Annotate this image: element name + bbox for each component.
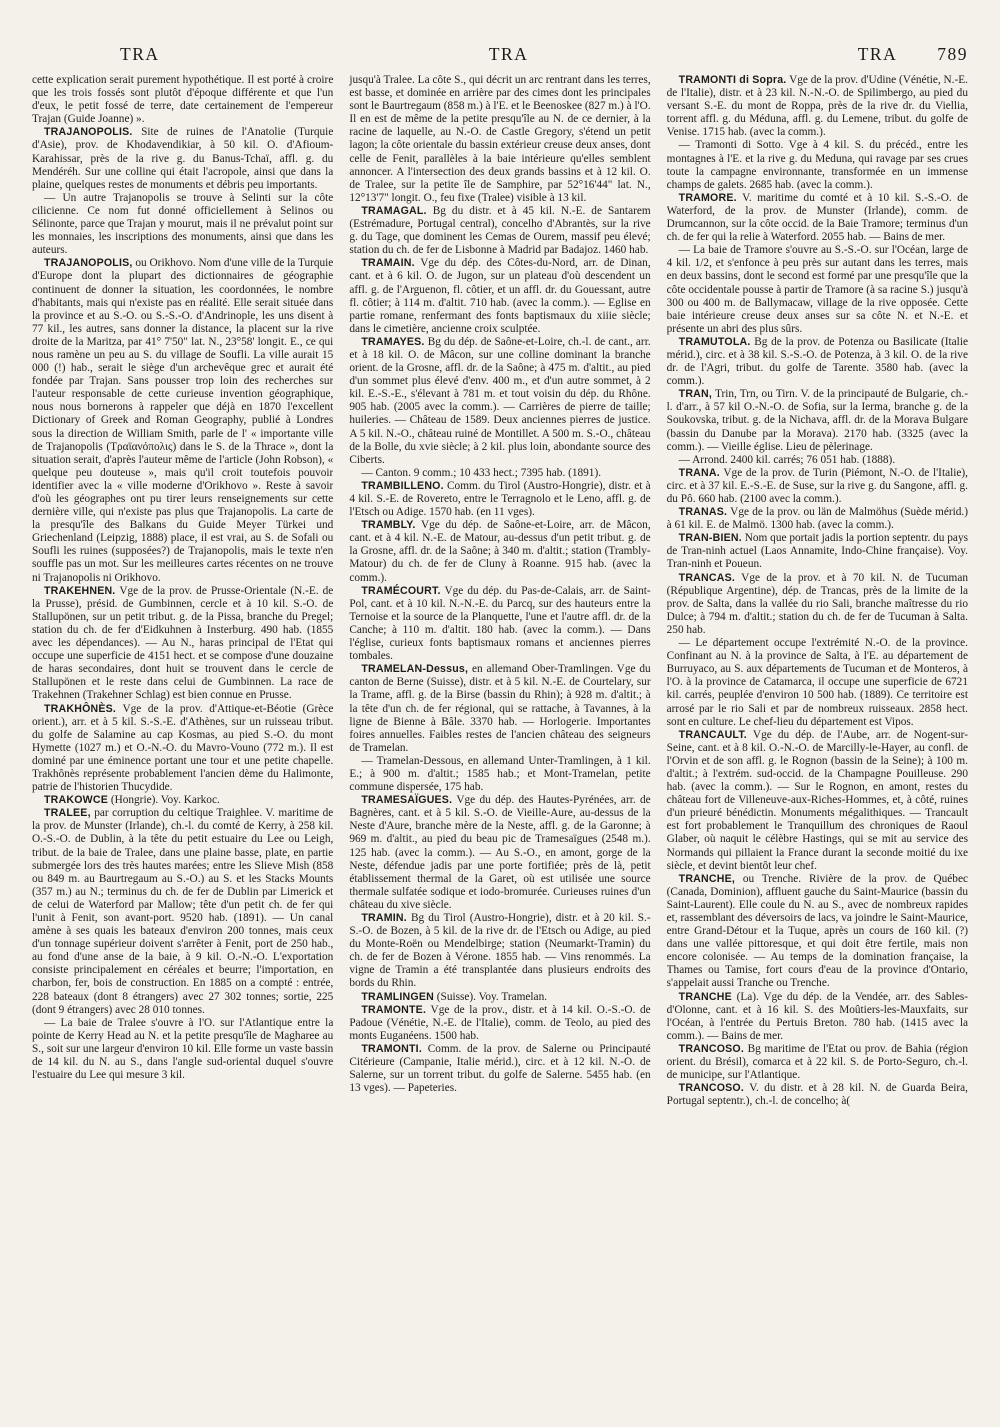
entry-text: cette explication serait purement hypothétique. Il est porté à croire que les trois fossés sont plutôt d'époque différente et que l'un d'eux, le petit fossé de terre, date certainement de l'empereur Trajan (Guide Joanne) ». — [32, 74, 334, 126]
entry-headword: TRANCAS. — [678, 571, 735, 584]
dictionary-entry — [349, 1043, 650, 1095]
dictionary-entry — [349, 336, 650, 467]
dictionary-entry — [667, 1082, 968, 1108]
dictionary-entry — [667, 388, 968, 453]
dictionary-entry — [32, 74, 333, 126]
entry-text: V. maritime du comté et à 10 kil. S.-S.-O. de Waterford, de la prov. de Munster (Irlande), comm. de Drumcannon, sur la côte occid. de la Baie Tramore; terminus d'un ch. de fer qui la relie à Waterford. 2055 hab. — Bains de mer. — [666, 191, 968, 244]
entry-text: Vge du dép. des Côtes-du-Nord, arr. de Dinan, cant. et à 6 kil. O. de Jugon, sur un plateau d'où descendent un affl. g. de l'Arguenon, fl. côtier, et un affl. dr. du Gouessant, autre fl. côtier; à 114 m. d'altit. 710 hab. (avec la comm.). — Eglise en partie romane, renfermant des fonts baptismaux du xiiie siècle; dans le cimetière, ancienne croix sculptée. — [349, 257, 651, 335]
dictionary-entry — [667, 1043, 968, 1082]
dictionary-entry — [32, 192, 333, 257]
dictionary-entry — [32, 257, 333, 584]
entry-headword: TRAMONTE. — [361, 1003, 427, 1016]
entry-text: — Tramelan-Dessous, en allemand Unter-Tramlingen, à 1 kil. E.; à 900 m. d'altit.; 1585 hab.; et Mont-Tramelan, petite commune dispersée, 175 hab. — [349, 754, 651, 794]
entry-headword: TRAMLINGEN — [361, 990, 434, 1003]
entry-headword: TRAJANOPOLIS. — [44, 126, 133, 139]
entry-headword: TRAMELAN-Dessus, — [361, 663, 469, 676]
header-left: TRA — [120, 44, 160, 64]
dictionary-entry — [667, 506, 968, 532]
entry-headword: TRANA. — [678, 466, 720, 479]
entry-text: Bg du dép. de Saône-et-Loire, ch.-l. de cant., arr. et à 18 kil. O. de Mâcon, sur une colline dominant la branche orient. de la Grosne, affl. dr. de la Saône; à 475 m. d'altit., au pied d'un sommet plus élevé d'env. 400 m., et d'un autre sommet, à 2 kil. E.-S.-E., s'élevant à 781 m. et tout voisin du dép. du Rhône. 905 hab. (2005 avec la comm.). — Carrières de pierre de taille; huileries. — Château de 1589. Deux anciennes pierres de justice. A 5 kil. N.-O., château ruiné de Montillet. A 500 m. S.-O., château de la Bolle, du xvie siècle; à 2 kil. plus loin, abondante source des Ciberts. — [349, 335, 651, 466]
dictionary-entry — [667, 139, 968, 191]
entry-text: Vge du dép. des Hautes-Pyrénées, arr. de Bagnères, cant. et à 5 kil. S.-O. de Vieille-Aure, au-dessus de la Neste d'Aure, branche mère de la Neste, affl. g. de la Garonne; à 969 m. d'altit., au pied du beau pic de Tramesaïgues (2548 m.). 125 hab. (avec la comm.). — Au S.-O., en amont, gorge de la Neste, défendue jadis par une porte fortifiée; près de là, petit établissement thermal de la Garet, où est utilisée une source thermale sulfatée sodique et iodo-bromurée. Curieuses ruines d'un château du xive siècle. — [349, 794, 651, 911]
entry-text: Bg de la prov. de Potenza ou Basilicate (Italie mérid.), circ. et à 38 kil. S.-S.-O. de Potenza, à 3 kil. O. de la rive dr. de l'Agri, tribut. du golfe de Tarente. 3580 hab. (avec la comm.). — [666, 335, 968, 388]
entry-text: V. du distr. et à 28 kil. N. de Guarda Beira, Portugal septentr.), ch.-l. de concelho; à( — [666, 1082, 968, 1108]
entry-text: Comm. de la prov. de Salerne ou Principauté Citérieure (Campanie, Italie mérid.), circ. et à 12 kil. N.-O. de Salerne, sur un torrent tribut. du golfe de Salerne. 5455 hab. (en 13 vges). — Papeteries. — [349, 1042, 651, 1095]
entry-text: Site de ruines de l'Anatolie (Turquie d'Asie), prov. de Khodavendikiar, à 50 kil. O. d'Afioum-Karahissar, près de la rive g. du Banus-Tchaï, affl. g. du Mendéréh. Sur une colline qui était l'acropole, ainsi que dans la plaine, quelques restes de monuments et débris peu importants. — [32, 126, 334, 191]
entry-headword: TRAMAIN. — [361, 257, 415, 270]
dictionary-entry — [349, 519, 650, 584]
column-1 — [32, 74, 333, 1404]
entry-headword: TRANCOSO. — [678, 1042, 745, 1055]
dictionary-entry — [349, 467, 650, 480]
entry-headword: TRAN, — [678, 388, 713, 401]
dictionary-entry — [349, 74, 650, 205]
text-columns — [32, 74, 968, 1404]
column-2 — [349, 74, 650, 1404]
dictionary-entry — [667, 244, 968, 336]
dictionary-entry — [667, 336, 968, 388]
column-3 — [667, 74, 968, 1404]
dictionary-entry — [349, 1004, 650, 1043]
dictionary-entry — [32, 126, 333, 191]
dictionary-entry — [349, 205, 650, 257]
entry-headword: TRANCOSO. — [678, 1082, 745, 1095]
entry-text: — Arrond. 2400 kil. carrés; 76 051 hab. (1888). — [678, 453, 896, 466]
entry-text: Vge de la prov. de Turin (Piémont, N.-O. de l'Italie), circ. et à 37 kil. E.-S.-E. de Suse, sur la rive g. du Sangone, affl. g. du Pô. 660 hab. (2100 avec la comm.). — [666, 466, 968, 505]
entry-headword: TRANCHE, — [678, 872, 735, 885]
entry-text: — Tramonti di Sotto. Vge à 4 kil. S. du précéd., entre les montagnes à l'E. et la rive g. du Meduna, qui ravage par ses crues toute la campagne environnante, transformée en un immense champs de galets. 2685 hab. (avec la comm.). — [666, 139, 968, 191]
entry-text: en allemand Ober-Tramlingen. Vge du canton de Berne (Suisse), distr. et à 5 kil. N.-E. de Courtelary, sur la Trame, affl. g. de la Birse (bassin du Rhin); à 928 m. d'altit.; à la tête d'un ch. de fer régional, qui se rattache, à Tavannes, à la ligne de Bienne à Bâle. 3370 hab. — Horlogerie. Importantes foires annuelles. Faibles restes de l'ancien château des seigneurs de Tramelan. — [349, 663, 651, 754]
entry-text: Vge de la prov. d'Udine (Vénétie, N.-E. de l'Italie), distr. et à 23 kil. N.-N.-O. de Spilimbergo, au pied du versant S.-E. du mont de Roppa, près de la rive dr. du Viellia, torrent affl. g. du Méduna, affl. g. du Lemene, tribut. du golfe de Venise. 1715 hab. (avec la comm.). — [666, 74, 968, 139]
entry-text: Vge du dép. de Saône-et-Loire, arr. de Mâcon, cant. et à 4 kil. N.-E. de Matour, au-dessus d'un petit tribut. g. de la Grosne, affl. dr. de la Saône; à 340 m. d'altit.; station (Trambly-Matour) du ch. de fer de Cluny à Roanne. 915 hab. (avec la comm.). — [349, 519, 651, 584]
dictionary-entry — [349, 663, 650, 755]
entry-text: Bg du Tirol (Austro-Hongrie), distr. et à 20 kil. S.-S.-O. de Bozen, à 5 kil. de la rive dr. de l'Etsch ou Adige, au pied du Monte-Roën ou Mendelbirge; station (Neumarkt-Tramin) du ch. de fer de Bozen à Vérone. 1855 hab. — Vins renommés. La vigne de Tramin a été transplantée dans plusieurs endroits des bords du Rhin. — [349, 912, 651, 990]
dictionary-entry — [667, 873, 968, 991]
entry-headword: TRALEE, — [44, 807, 91, 820]
entry-text: Vge de la prov. d'Attique-et-Béotie (Grèce orient.), arr. et à 5 kil. S.-S.-E. d'Athènes, sur un ruisseau tribut. du golfe de Salamine au cap Kosmas, au pied S.-O. du mont Hymette (1027 m.) et O.-N.-O. du Mavro-Vouno (772 m.). Il est dominé par une éminence portant une tour et une petite chapelle. Trakhônès représente probablement l'ancien dème du Halimonte, patrie de l'historien Thucydide. — [32, 702, 334, 794]
header-right: TRA — [857, 44, 898, 64]
entry-text: — Le département occupe l'extrémité N.-O. de la province. Confinant au N. à la province de Salta, à l'E. au département de Burruyaco, au S. aux départements de Tucuman et de Monteros, à l'O. à la province de Catamarca, il occupe une superficie de 6721 kil. carrés, peuplée d'environ 10 500 hab. (1889). Ce territoire est arrosé par le rio Sali et par de nombreux ruisseaux. 2858 hect. sont en culture. Le chef-lieu du département est Vipos. — [666, 637, 968, 728]
entry-text: Vge du dép. du Pas-de-Calais, arr. de Saint-Pol, cant. et à 10 kil. N.-N.-E. du Parcq, sur des hauteurs entre la Ternoise et la source de la Planquette, l'une et l'autre affl. dr. de la Canche; à 110 m. d'altit. 180 hab. (avec la comm.). — Dans l'église, curieux fonts baptismaux romans et anciennes pierres tombales. — [349, 584, 651, 663]
dictionary-entry — [32, 794, 333, 807]
entry-headword: TRAMAYES. — [361, 335, 425, 348]
dictionary-entry — [667, 74, 968, 139]
entry-headword: TRAKOWCE — [44, 794, 108, 807]
dictionary-entry — [667, 991, 968, 1043]
dictionary-entry — [349, 480, 650, 519]
dictionary-entry — [349, 257, 650, 336]
dictionary-entry — [349, 794, 650, 912]
dictionary-entry — [667, 637, 968, 729]
entry-headword: TRANCHE — [678, 990, 732, 1003]
dictionary-entry — [349, 755, 650, 794]
dictionary-entry — [32, 1017, 333, 1082]
entry-headword: TRAN-BIEN. — [678, 532, 742, 545]
entry-headword: TRAMBILLENO. — [361, 479, 444, 492]
entry-headword: TRAMONTI di Sopra. — [678, 74, 787, 86]
entry-text: — Canton. 9 comm.; 10 433 hect.; 7395 hab. (1891). — [361, 466, 602, 479]
header-center: TRA — [488, 44, 529, 64]
entry-text: (La). Vge du dép. de la Vendée, arr. des Sables-d'Olonne, cant. et à 16 kil. S. des Moûtiers-les-Mauxfaits, sur l'Océan, à l'entrée du Pertuis Breton. 780 hab. (1415 avec la comm.). — Bains de mer. — [666, 990, 968, 1042]
entry-text: Vge de la prov. de Prusse-Orientale (N.-E. de la Prusse), présid. de Gumbinnen, cercle et à 10 kil. S.-O. de Stallupönen, sur un petit tribut. g. de la Pissa, branche du Pregel; station du ch. de fer d'Eidkuhnen à Insterburg. 490 hab. (1855 avec les dépendances). — Au N., haras principal de l'Etat qui occupe une superficie de 4151 hect. et se compose d'une douzaine de haras secondaires, dont huit se trouvent dans le cercle de Stallupönen et le reste dans celui de Gumbinnen. La race de Trakehnen (Trakehner Schlag) est bien connue en Prusse. — [32, 584, 334, 702]
dictionary-entry — [667, 729, 968, 873]
entry-text: Nom que portait jadis la portion septentr. du pays de Tran-ninh actuel (Laos Annamite, Indo-Chine française). Voy. Tran-ninh et Poueun. — [666, 532, 968, 571]
entry-text: par corruption du celtique Traighlee. V. maritime de la prov. de Munster (Irlande), ch.-l. du comté de Kerry, à 258 kil. O.-S.-O. de Dublin, à la tête du petit estuaire du Lee ou Leigh, tribut. de la baie de Tralee, dans une plaine basse, plate, en partie submergée lors des très hautes marées; entre les Slieve Mish (858 ou 849 m. au Baurtregaum au S.-O.) au S. et les Stacks Mounts (357 m.) au N.; terminus du ch. de fer de Dublin par Limerick et de celui de Waterford par Mallow; tête d'un petit ch. de fer qui l'unit à Fenit, son avant-port. 9520 hab. (1891). — Un canal amène à ses quais les bateaux d'environ 200 tonnes, mais ceux d'un tonnage supérieur doivent s'arrêter à Fenit, port de 250 hab., au fond d'une anse de la baie, à 9 kil. O.-N.-O. L'exportation consiste principalement en céréales et beurre; l'importation, en charbon, fer, bois de construction. En 1885 on a compté : entrée, 228 bateaux (dont 8 étrangers) avec 27 302 tonnes; sortie, 225 (dont 9 étrangers) avec 28 010 tonnes. — [32, 807, 334, 1016]
entry-text: Vge du dép. de l'Aube, arr. de Nogent-sur-Seine, cant. et à 8 kil. O.-N.-O. de Marcilly-le-Hayer, au confl. de l'Orvin et de son affl. g. le Rognon (bassin de la Seine); à 100 m. d'altit.; à l'extrém. sud-occid. de la Champagne Pouilleuse. 290 hab. (avec la comm.). — Sur le Rognon, en amont, restes du château fort de Villeneuve-aux-Riches-Hommes, et, à côté, ruines d'un prieuré bénédictin. Monuments mégalithiques. — Trancault est fort probablement le Tranquillum des chroniques de Raoul Glaber, où naquit le célèbre Hastings, qui se mit au service des Normands qui pillaient la France durant la seconde moitié du ixe siècle, et devint bientôt leur chef. — [666, 728, 968, 872]
entry-headword: TRAMONTI. — [361, 1042, 422, 1055]
entry-headword: TRANCAULT. — [678, 728, 747, 741]
dictionary-entry — [349, 912, 650, 991]
running-header — [32, 44, 968, 74]
entry-text: Comm. du Tirol (Austro-Hongrie), distr. et à 4 kil. S.-E. de Rovereto, entre le Terragnolo et le Leno, affl. g. de l'Etsch ou Adige. 1570 hab. (en 11 vges). — [349, 479, 651, 519]
entry-headword: TRAKEHNEN. — [44, 584, 116, 597]
dictionary-entry — [32, 807, 333, 1017]
page-number: 789 — [937, 44, 968, 64]
dictionary-entry — [349, 585, 650, 664]
entry-headword: TRAMAGAL. — [361, 204, 427, 217]
entry-text: jusqu'à Tralee. La côte S., qui décrit un arc rentrant dans les terres, est basse, et dominée en arrière par des cimes dont les principales sont le Baurtregaum (858 m.) à l'E. et le Beenoskee (827 m.) à l'O. Il en est de même de la petite presqu'île au N. de ce dernier, à la racine de laquelle, au N.-O. de Castle Gregory, s'étend un petit lagon; la côte orientale du bassin extérieur creuse deux anses, dont celle de Fenit, parallèles à la baie intérieure qu'elles semblent annoncer. A l'intersection des deux grands bassins et à 12 kil. O. de Tralee, sur la petite île de Samphire, par 52°16'44" lat. N., 12°13'7" longit. O., feu fixe (Tralee) visible à 13 kil. — [349, 74, 651, 204]
entry-text: — Un autre Trajanopolis se trouve à Selinti sur la côte cilicienne. Ce nom fut donné officiellement à Selinos ou Sélinonte, parce que Trajan y mourut, mais il ne prévalut point sur les monnaies, les inscriptions des monuments, ainsi que dans les auteurs. — [32, 191, 334, 257]
entry-headword: TRAMÉCOURT. — [361, 584, 441, 597]
entry-text: ou Trenche. Rivière de la prov. de Québec (Canada, Dominion), affluent gauche du Saint-Maurice (bassin du Saint-Laurent). Elle coule du N. au S., avec de nombreux rapides et, rassemblant des déversoirs de lacs, va joindre le Saint-Maurice, entre Grand-Détour et la Tuque, après un cours de 160 kil. (?) dans une vallée pittoresque, et qui doit être fertile, mais non encore colonisée. — Au temps de la domination française, la Thames ou Tamise, fort cours d'eau de la province d'Ontario, s'appelait aussi Tranche ou Trenche. — [666, 872, 968, 990]
entry-text: — La baie de Tramore s'ouvre au S.-S.-O. sur l'Océan, large de 4 kil. 1/2, et s'enfonce à peu près sur autant dans les terres, mais en deux bassins, dont le second est formé par une presqu'île que la côte occidentale pousse à partir de Tramore (à sa racine S.) jusqu'à 300 ou 400 m. de Ballymacaw, village de la rive opposée. Cette baie intérieure creuse deux anses sur sa côte N. et N.-E. et présente un abri des plus sûrs. — [666, 244, 968, 335]
entry-text: Bg du distr. et à 45 kil. N.-E. de Santarem (Estrémadure, Portugal central), concelho d'Abrantès, sur la rive g. du Tage, que dominent les Cemas de Ourem, massif peu élevé; station du ch. de fer de Lisbonne à Madrid par Badajoz. 1460 hab. — [349, 204, 651, 257]
entry-text: (Hongrie). Voy. Karkoc. — [110, 794, 220, 807]
entry-headword: TRAJANOPOLIS, — [44, 257, 133, 270]
entry-headword: TRAMESAÏGUES. — [361, 794, 453, 807]
dictionary-entry — [32, 585, 333, 703]
dictionary-entry — [349, 991, 650, 1004]
entry-headword: TRAMUTOLA. — [678, 335, 751, 348]
entry-text: (Suisse). Voy. Tramelan. — [436, 990, 548, 1003]
dictionary-entry — [667, 192, 968, 244]
entry-headword: TRAMORE. — [678, 191, 737, 204]
dictionary-entry — [667, 572, 968, 637]
dictionary-entry — [667, 454, 968, 467]
entry-text: Bg maritime de l'Etat ou prov. de Bahia (région orient. du Brésil), comarca et à 22 kil. S. de Porto-Seguro, ch.-l. de municipe, sur l'Atlantique. — [666, 1042, 968, 1082]
entry-headword: TRAMBLY. — [361, 519, 416, 532]
entry-headword: TRANAS. — [678, 506, 728, 519]
entry-text: Vge de la prov. ou län de Malmöhus (Suède mérid.) à 61 kil. E. de Malmö. 1300 hab. (avec la comm.). — [666, 506, 968, 532]
entry-text: Vge de la prov. et à 70 kil. N. de Tucuman (République Argentine), dép. de Trancas, près de la limite de la prov. de Salta, dans la vallée du rio Sali, branche maîtresse du rio Dulce; à 794 m. d'altit.; station du ch. de fer de Tucuman à Salta. 250 hab. — [666, 571, 968, 636]
entry-headword: TRAMIN. — [361, 912, 407, 924]
entry-text: ou Orikhovo. Nom d'une ville de la Turquie d'Europe dont la plupart des dictionnaires de géographie continuent de donner la situation, les coordonnées, le nombre d'habitants, mais qui n'existe pas en réalité. Elle serait située dans la province et au S.-O. ou S.-S.-O. d'Andrinople, les uns disent à 77 kil., les autres, sans donner la distance, la placent sur la rive droite de la Maritza, par 41° 7'50" lat. N., 23°58' longit. E., ce qui nous ramène un peu au S. du village de Soufli. La ville aurait 15 000 (!) hab., serait le siège d'un archevêque grec et aurait été fondée par Trajan. Sans pousser trop loin des recherches sur l'auteur responsable de cette curieuse invention géographique, nous nous bornerons à rappeler que déjà en 1870 l'excellent Dictionary of Greek and Roman Geography, publié à Londres sous la direction de William Smith, parle de l' « importante ville de Trajanopolis (Τραϊανόπολις) dans le S. de la Thrace », dont la situation serait, d'après l'auteur même de l'article (John Robson), « quelque peu douteuse », mais qu'il croit toutefois pouvoir identifier avec la « ville moderne d'Orikhovo ». Reste à savoir d'où les géographes ont pu tirer leurs renseignements sur cette dernière ville, qui n'existe pas plus que Trajanopolis. La carte de la presqu'île des Balkans du Guide Meyer Türkei und Griechenland (Leipzig, 1888) place, il est vrai, au S. de Sofali ou Soufli les ruines (supposées?) de Trajanopolis, mais le texte n'en souffle pas un mot. Sur les meilleures cartes récentes on ne trouve ni Trajanopolis ni Orikhovo. — [32, 257, 334, 584]
entry-text: Trin, Trn, ou Tirn. V. de la principauté de Bulgarie, ch.-l. d'arr., à 57 kil O.-N.-O. de Sofia, sur la Ierma, branche g. de la Soukovska, tribut. g. de la Nichava, affl. dr. de la Morava Bulgare (bassin du Danube par la Morava). 2170 hab. (3325 (avec la comm.). — Vieille église. Lieu de pèlerinage. — [666, 388, 968, 453]
entry-text: — La baie de Tralee s'ouvre à l'O. sur l'Atlantique entre la pointe de Kerry Head au N. et la petite presqu'île de Magharee au S., soit sur une largeur d'environ 10 kil. Elle forme un vaste bassin de 14 kil. du N. au S., dans l'angle sud-oriental duquel s'ouvre l'estuaire du Lee qui mesure 3 kil. — [32, 1016, 334, 1082]
entry-text: Vge de la prov., distr. et à 14 kil. O.-S.-O. de Padoue (Vénétie, N.-E. de l'Italie), comm. de Teolo, au pied des monts Euganéens. 1500 hab. — [349, 1003, 651, 1042]
dictionary-entry — [667, 532, 968, 571]
dictionary-entry — [32, 703, 333, 795]
dictionary-entry — [667, 467, 968, 506]
entry-headword: TRAKHÔNÈS. — [44, 702, 117, 715]
